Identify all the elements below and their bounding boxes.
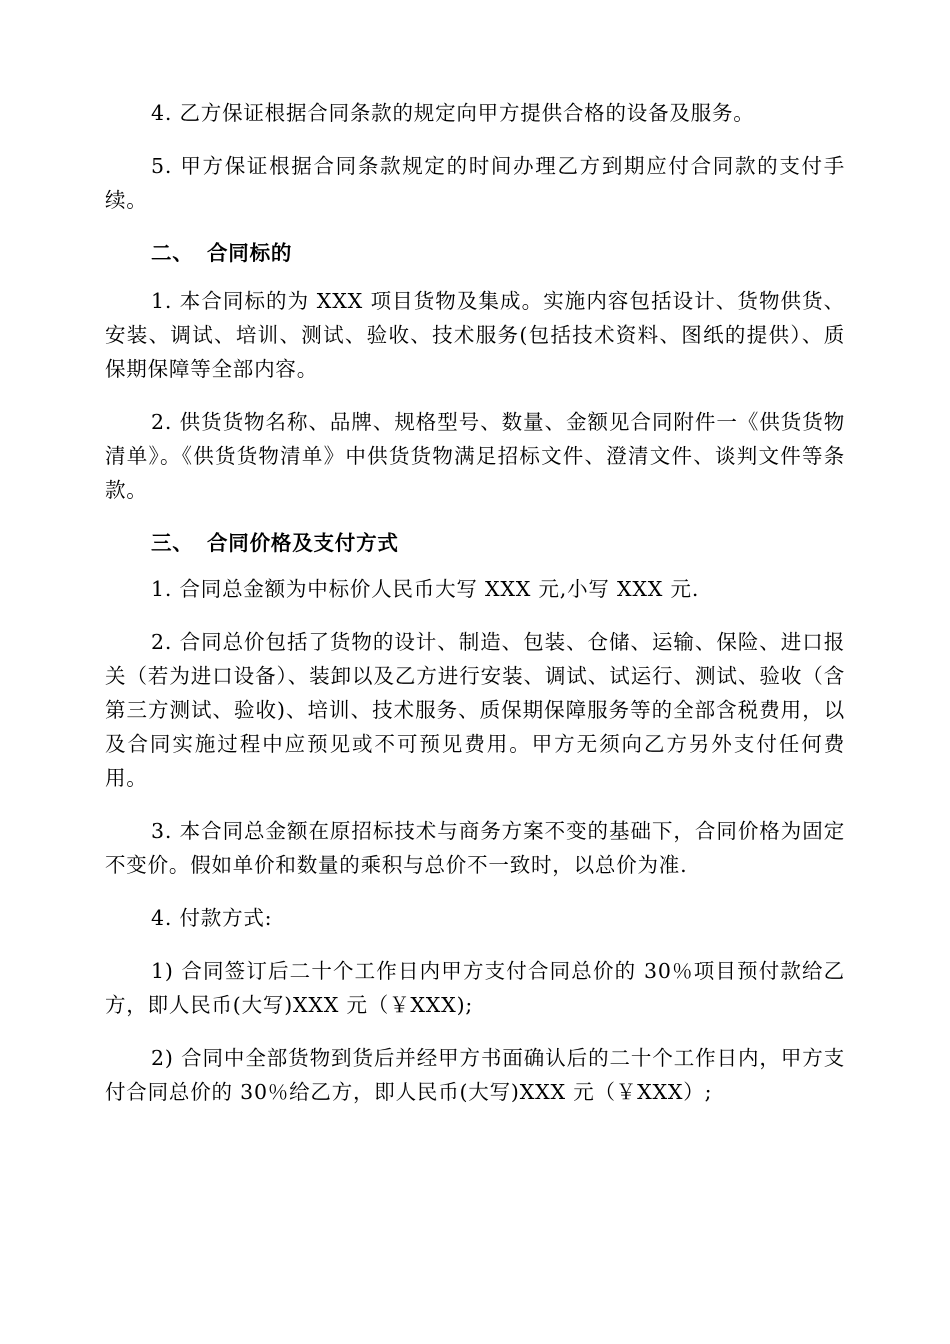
paragraph-5-jia-guarantee: 5. 甲方保证根据合同条款规定的时间办理乙方到期应付合同款的支付手续。 [105,154,845,212]
paragraph-subject-scope: 1. 本合同标的为 XXX 项目货物及集成。实施内容包括设计、货物供货、安装、调试、培训、测试、验收、技术服务(包括技术资料、图纸的提供）、质保期保障等全部内容。 [105,289,845,381]
paragraph-delivery-payment: 2) 合同中全部货物到货后并经甲方书面确认后的二十个工作日内，甲方支付合同总价的 30％给乙方，即人民币(大写)XXX 元（￥XXX）; [105,1046,845,1104]
paragraph-fixed-price: 3. 本合同总金额在原招标技术与商务方案不变的基础下，合同价格为固定不变价。假如单价和数量的乘积与总价不一致时，以总价为准. [105,819,845,877]
section-number: 三、 [151,531,194,555]
paragraph-advance-payment: 1) 合同签订后二十个工作日内甲方支付合同总价的 30％项目预付款给乙方，即人民币(大写)XXX 元（￥XXX); [105,959,845,1017]
paragraph-price-includes: 2. 合同总价包括了货物的设计、制造、包装、仓储、运输、保险、进口报关（若为进口设备）、装卸以及乙方进行安装、调试、试运行、测试、验收（含第三方测试、验收)、培训、技术服务、质保期保障服务等的全部含税费用，以及合同实施过程中应预见或不可预见费用。甲方无须向乙方另外支付任何费用。 [105,630,845,790]
section-number: 二、 [151,241,194,265]
section-title: 合同价格及支付方式 [207,531,399,555]
section-heading-contract-subject [105,236,845,270]
section-title: 合同标的 [207,241,293,265]
paragraph-goods-list: 2. 供货货物名称、品牌、规格型号、数量、金额见合同附件一《供货货物清单》。《供货货物清单》中供货货物满足招标文件、澄清文件、谈判文件等条款。 [105,410,845,502]
document-page [105,96,845,1109]
paragraph-total-amount: 1. 合同总金额为中标价人民币大写 XXX 元,小写 XXX 元. [151,577,700,601]
section-heading-price-payment [105,526,845,560]
paragraph-4-yi-guarantee: 4. 乙方保证根据合同条款的规定向甲方提供合格的设备及服务。 [151,101,755,125]
paragraph-payment-method: 4. 付款方式: [151,906,273,930]
